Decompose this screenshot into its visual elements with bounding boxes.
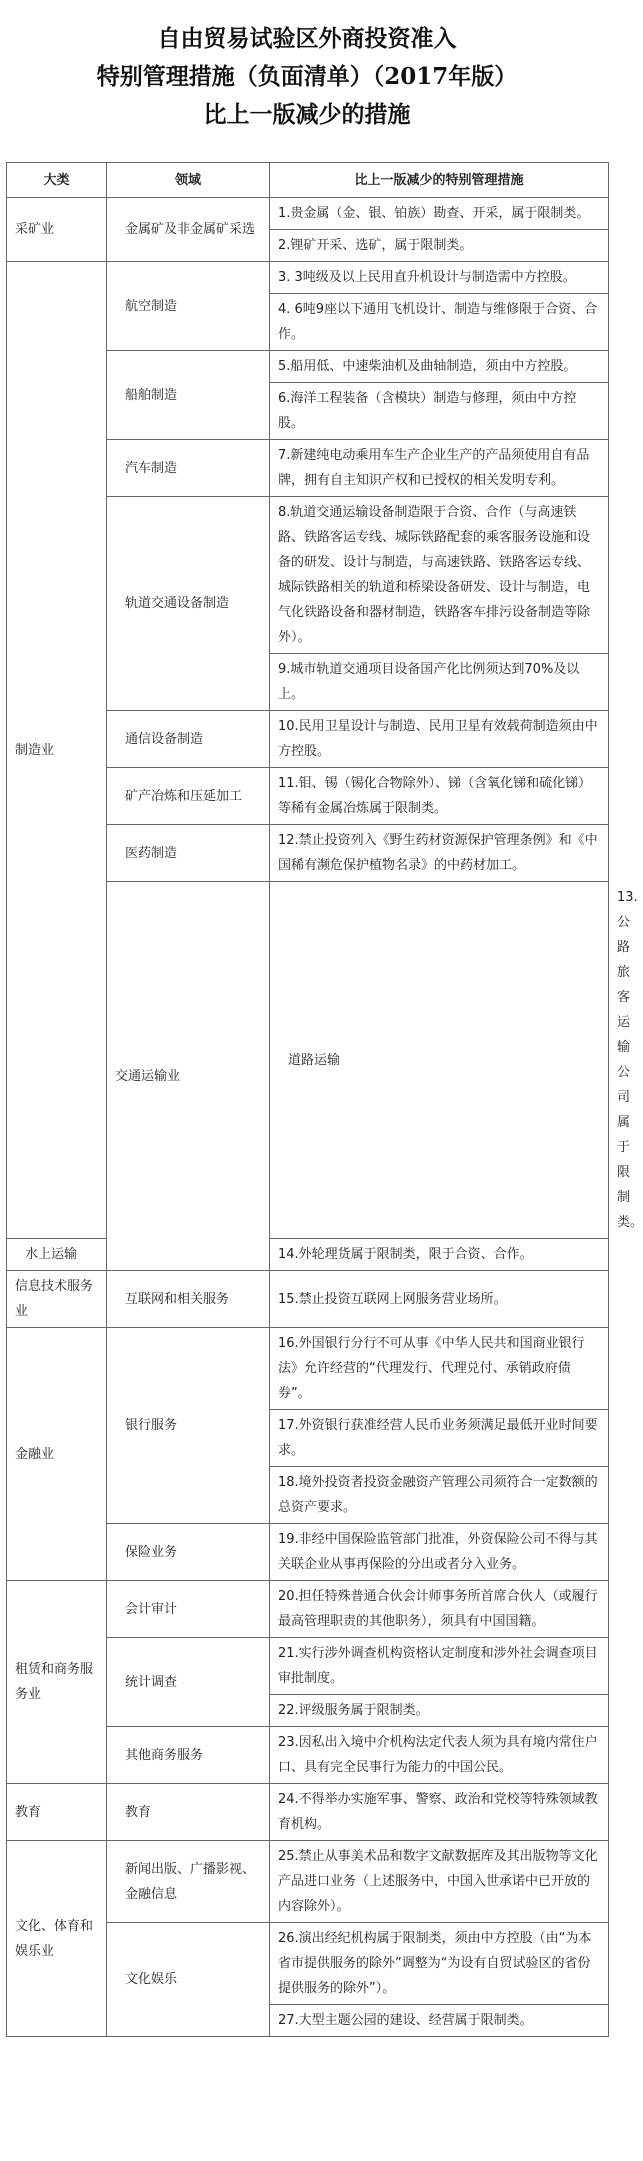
category-cell: 教育	[7, 1784, 107, 1841]
measure-cell: 17.外资银行获准经营人民币业务须满足最低开业时间要求。	[270, 1410, 609, 1467]
measure-cell: 7.新建纯电动乘用车生产企业生产的产品须使用自有品牌，拥有自主知识产权和已授权的相关发明专利。	[270, 440, 609, 497]
domain-cell: 通信设备制造	[107, 711, 270, 768]
category-cell: 交通运输业	[107, 882, 270, 1271]
measure-cell: 4. 6吨9座以下通用飞机设计、制造与维修限于合资、合作。	[270, 294, 609, 351]
domain-cell: 船舶制造	[107, 351, 270, 440]
domain-cell: 医药制造	[107, 825, 270, 882]
domain-cell: 会计审计	[107, 1581, 270, 1638]
header-measure: 比上一版减少的特别管理措施	[270, 163, 609, 198]
measure-cell: 5.船用低、中速柴油机及曲轴制造，须由中方控股。	[270, 351, 609, 383]
table-header-row	[7, 163, 609, 198]
document-subtitle: 比上一版减少的措施	[203, 101, 411, 128]
measure-cell: 9.城市轨道交通项目设备国产化比例须达到70%及以上。	[270, 654, 609, 711]
domain-cell: 水上运输	[7, 1239, 107, 1271]
measures-table	[6, 162, 643, 2037]
category-cell: 采矿业	[7, 198, 107, 262]
domain-cell: 教育	[107, 1784, 270, 1841]
header-category: 大类	[7, 163, 107, 198]
table-row	[7, 1328, 609, 1410]
table-row	[7, 1841, 609, 1923]
domain-cell: 文化娱乐	[107, 1923, 270, 2037]
table-row	[7, 262, 609, 294]
measure-cell: 1.贵金属（金、银、铂族）勘查、开采，属于限制类。	[270, 198, 609, 230]
measure-cell: 3. 3吨级及以上民用直升机设计与制造需中方控股。	[270, 262, 609, 294]
measure-cell: 18.境外投资者投资金融资产管理公司须符合一定数额的总资产要求。	[270, 1467, 609, 1524]
domain-cell: 航空制造	[107, 262, 270, 351]
measure-cell: 16.外国银行分行不可从事《中华人民共和国商业银行法》允许经营的“代理发行、代理兑付、承销政府债券”。	[270, 1328, 609, 1410]
domain-cell: 银行服务	[107, 1328, 270, 1524]
measure-cell: 10.民用卫星设计与制造、民用卫星有效载荷制造须由中方控股。	[270, 711, 609, 768]
category-cell: 文化、体育和娱乐业	[7, 1841, 107, 2037]
table-row	[7, 1784, 609, 1841]
domain-cell: 互联网和相关服务	[107, 1271, 270, 1328]
document-title-line1: 自由贸易试验区外商投资准入	[157, 25, 457, 52]
domain-cell: 轨道交通设备制造	[107, 497, 270, 711]
measure-cell: 2.锂矿开采、选矿，属于限制类。	[270, 230, 609, 262]
domain-cell: 保险业务	[107, 1524, 270, 1581]
measure-cell: 20.担任特殊普通合伙会计师事务所首席合伙人（或履行最高管理职责的其他职务），须具有中国国籍。	[270, 1581, 609, 1638]
table-row	[7, 198, 609, 230]
header-domain: 领域	[107, 163, 270, 198]
table-row	[7, 1581, 609, 1638]
measure-cell: 22.评级服务属于限制类。	[270, 1695, 609, 1727]
document-title-line2: 特别管理措施（负面清单）（2017年版）	[96, 63, 518, 90]
domain-cell: 金属矿及非金属矿采选	[107, 198, 270, 262]
measure-cell: 11.钼、锡（锡化合物除外）、锑（含氧化锑和硫化锑）等稀有金属冶炼属于限制类。	[270, 768, 609, 825]
measure-cell: 21.实行涉外调查机构资格认定制度和涉外社会调查项目审批制度。	[270, 1638, 609, 1695]
measure-cell: 12.禁止投资列入《野生药材资源保护管理条例》和《中国稀有濒危保护植物名录》的中药材加工。	[270, 825, 609, 882]
table-row	[7, 1271, 609, 1328]
measure-cell: 26.演出经纪机构属于限制类，须由中方控股（由“为本省市提供服务的除外”调整为“为设有自贸试验区的省份提供服务的除外”）。	[270, 1923, 609, 2005]
measure-cell: 8.轨道交通运输设备制造限于合资、合作（与高速铁路、铁路客运专线、城际铁路配套的乘客服务设施和设备的研发、设计与制造，与高速铁路、铁路客运专线、城际铁路相关的轨道和桥梁设备研发、设计与制造，电气化铁路设备和器材制造，铁路客车排污设备制造等除外）。	[270, 497, 609, 654]
table-row	[7, 1239, 609, 1271]
measure-cell: 23.因私出入境中介机构法定代表人须为具有境内常住户口、具有完全民事行为能力的中国公民。	[270, 1727, 609, 1784]
domain-cell: 统计调查	[107, 1638, 270, 1727]
domain-cell: 道路运输	[270, 882, 609, 1239]
measure-cell: 27.大型主题公园的建设、经营属于限制类。	[270, 2005, 609, 2037]
measure-cell: 19.非经中国保险监管部门批准，外资保险公司不得与其关联企业从事再保险的分出或者分入业务。	[270, 1524, 609, 1581]
category-cell: 租赁和商务服务业	[7, 1581, 107, 1784]
table-row: 交通运输业 道路运输 13.公路旅客运输公司属于限制类。	[7, 882, 609, 1239]
domain-cell: 汽车制造	[107, 440, 270, 497]
category-cell: 信息技术服务业	[7, 1271, 107, 1328]
measure-cell: 24.不得举办实施军事、警察、政治和党校等特殊领域教育机构。	[270, 1784, 609, 1841]
category-cell: 制造业	[7, 262, 107, 1239]
domain-cell: 新闻出版、广播影视、金融信息	[107, 1841, 270, 1923]
domain-cell: 其他商务服务	[107, 1727, 270, 1784]
measure-cell: 14.外轮理货属于限制类，限于合资、合作。	[270, 1239, 609, 1271]
domain-cell: 矿产冶炼和压延加工	[107, 768, 270, 825]
measure-cell: 6.海洋工程装备（含模块）制造与修理，须由中方控股。	[270, 383, 609, 440]
measure-cell: 25.禁止从事美术品和数字文献数据库及其出版物等文化产品进口业务（上述服务中，中国入世承诺中已开放的内容除外）。	[270, 1841, 609, 1923]
measure-cell: 15.禁止投资互联网上网服务营业场所。	[270, 1271, 609, 1328]
category-cell: 金融业	[7, 1328, 107, 1581]
